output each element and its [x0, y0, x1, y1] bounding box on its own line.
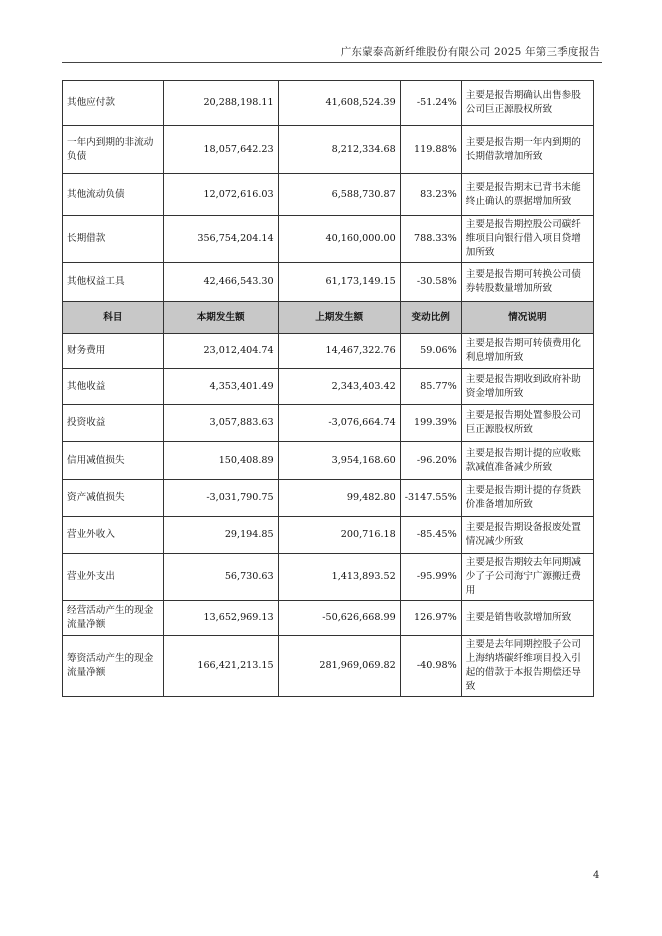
- cell-previous: 2,343,403.42: [278, 369, 400, 405]
- cell-current: -3,031,790.75: [163, 480, 278, 517]
- header-divider: [62, 62, 602, 63]
- cell-note: 主要是去年同期控股子公司上海纳塔碳纤维项目投入引起的借款于本报告期偿还导致: [461, 636, 593, 697]
- cell-change: -40.98%: [400, 636, 461, 697]
- header-current: 本期发生额: [163, 302, 278, 334]
- cell-previous: 281,969,069.82: [278, 636, 400, 697]
- report-header: 广东蒙泰高新纤维股份有限公司 2025 年第三季度报告: [340, 46, 600, 58]
- cell-item: 营业外收入: [63, 517, 164, 554]
- cell-note: 主要是报告期确认出售参股公司巨正源股权所致: [461, 81, 593, 126]
- cell-item: 投资收益: [63, 405, 164, 442]
- cell-current: 20,288,198.11: [163, 81, 278, 126]
- cell-previous: 14,467,322.76: [278, 334, 400, 369]
- cell-change: 126.97%: [400, 601, 461, 636]
- cell-current: 166,421,213.15: [163, 636, 278, 697]
- cell-note: 主要是销售收款增加所致: [461, 601, 593, 636]
- cell-note: 主要是报告期设备报废处置情况减少所致: [461, 517, 593, 554]
- income-header-section: [63, 302, 594, 334]
- cell-change: 119.88%: [400, 126, 461, 174]
- cell-note: 主要是报告期计提的存货跌价准备增加所致: [461, 480, 593, 517]
- cell-current: 18,057,642.23: [163, 126, 278, 174]
- cell-current: 23,012,404.74: [163, 334, 278, 369]
- cell-note: 主要是报告期收到政府补助资金增加所致: [461, 369, 593, 405]
- cell-change: -95.99%: [400, 554, 461, 601]
- cell-change: 83.23%: [400, 174, 461, 216]
- table-row: [63, 517, 594, 554]
- cell-change: -30.58%: [400, 263, 461, 302]
- cell-change: 199.39%: [400, 405, 461, 442]
- cell-item: 财务费用: [63, 334, 164, 369]
- cell-note: 主要是报告期控股公司碳纤维项目向银行借入项目贷增加所致: [461, 216, 593, 263]
- cell-change: 59.06%: [400, 334, 461, 369]
- cell-current: 13,652,969.13: [163, 601, 278, 636]
- header-change: 变动比例: [400, 302, 461, 334]
- income-statement-rows: [63, 334, 594, 697]
- cell-previous: 1,413,893.52: [278, 554, 400, 601]
- header-item: 科目: [63, 302, 164, 334]
- cell-note: 主要是报告期末已背书未能终止确认的票据增加所致: [461, 174, 593, 216]
- cell-note: 主要是报告期处置参股公司巨正源股权所致: [461, 405, 593, 442]
- table-row: [63, 81, 594, 126]
- table-row: [63, 442, 594, 480]
- cell-note: 主要是报告期可转债费用化利息增加所致: [461, 334, 593, 369]
- cell-note: 主要是报告期可转换公司债券转股数量增加所致: [461, 263, 593, 302]
- cell-previous: 40,160,000.00: [278, 216, 400, 263]
- table-row: [63, 480, 594, 517]
- header-note: 情况说明: [461, 302, 593, 334]
- table-row: [63, 263, 594, 302]
- table-row: [63, 369, 594, 405]
- table-row: [63, 334, 594, 369]
- cell-note: 主要是报告期较去年同期减少了子公司海宁广源搬迁费用: [461, 554, 593, 601]
- cell-change: 788.33%: [400, 216, 461, 263]
- table-row: [63, 405, 594, 442]
- cell-item: 其他权益工具: [63, 263, 164, 302]
- cell-item: 其他应付款: [63, 81, 164, 126]
- cell-previous: 200,716.18: [278, 517, 400, 554]
- cell-change: -3147.55%: [400, 480, 461, 517]
- cell-item: 信用减值损失: [63, 442, 164, 480]
- cell-item: 其他流动负债: [63, 174, 164, 216]
- header-previous: 上期发生额: [278, 302, 400, 334]
- table-row: [63, 174, 594, 216]
- page-number: 4: [593, 870, 600, 881]
- cell-item: 营业外支出: [63, 554, 164, 601]
- cell-current: 29,194.85: [163, 517, 278, 554]
- cell-current: 42,466,543.30: [163, 263, 278, 302]
- cell-previous: 99,482.80: [278, 480, 400, 517]
- cell-note: 主要是报告期计提的应收账款减值准备减少所致: [461, 442, 593, 480]
- cell-item: 长期借款: [63, 216, 164, 263]
- cell-item: 筹资活动产生的现金流量净额: [63, 636, 164, 697]
- cell-current: 3,057,883.63: [163, 405, 278, 442]
- table-row: [63, 126, 594, 174]
- cell-item: 资产减值损失: [63, 480, 164, 517]
- cell-previous: 41,608,524.39: [278, 81, 400, 126]
- cell-previous: 61,173,149.15: [278, 263, 400, 302]
- table-row: [63, 554, 594, 601]
- table-row: [63, 601, 594, 636]
- cell-item: 一年内到期的非流动负债: [63, 126, 164, 174]
- cell-item: 其他收益: [63, 369, 164, 405]
- cell-previous: 8,212,334.68: [278, 126, 400, 174]
- cell-current: 356,754,204.14: [163, 216, 278, 263]
- financial-changes-table: [62, 80, 594, 697]
- cell-change: -96.20%: [400, 442, 461, 480]
- cell-previous: -50,626,668.99: [278, 601, 400, 636]
- cell-change: -51.24%: [400, 81, 461, 126]
- cell-item: 经营活动产生的现金流量净额: [63, 601, 164, 636]
- table-row: [63, 636, 594, 697]
- cell-current: 12,072,616.03: [163, 174, 278, 216]
- table-row: [63, 216, 594, 263]
- balance-sheet-rows: [63, 81, 594, 302]
- cell-current: 56,730.63: [163, 554, 278, 601]
- table-header-row: [63, 302, 594, 334]
- cell-change: 85.77%: [400, 369, 461, 405]
- cell-note: 主要是报告期一年内到期的长期借款增加所致: [461, 126, 593, 174]
- cell-current: 150,408.89: [163, 442, 278, 480]
- cell-current: 4,353,401.49: [163, 369, 278, 405]
- cell-change: -85.45%: [400, 517, 461, 554]
- cell-previous: 6,588,730.87: [278, 174, 400, 216]
- cell-previous: 3,954,168.60: [278, 442, 400, 480]
- cell-previous: -3,076,664.74: [278, 405, 400, 442]
